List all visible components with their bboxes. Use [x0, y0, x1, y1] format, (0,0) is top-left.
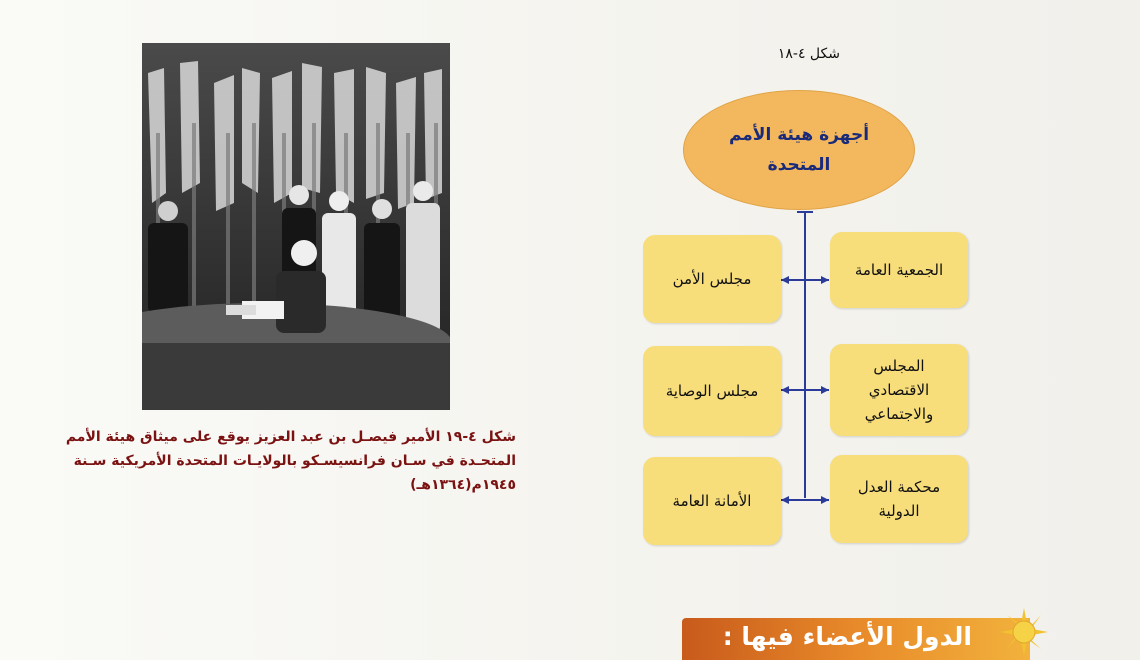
node-label: مجلس الوصاية: [665, 382, 759, 400]
node-general-assembly: [830, 232, 968, 308]
node-label: الاقتصادي: [868, 381, 930, 399]
node-label: والاجتماعي: [864, 405, 934, 423]
node-label: الدولية: [878, 502, 920, 520]
root-node-label: أجهزة هيئة الأمم: [728, 125, 870, 145]
arrow-left-icon: [781, 276, 789, 284]
sun-burst-icon: [1000, 608, 1048, 656]
arrow-right-icon: [821, 386, 829, 394]
section-heading-bar: [682, 618, 1030, 660]
un-organs-root-node: [683, 90, 915, 210]
root-node-label: المتحدة: [767, 155, 831, 175]
arrow-right-icon: [821, 496, 829, 504]
arrow-right-icon: [821, 276, 829, 284]
photo-caption-line: المتحـدة في سـان فرانسيسـكو بالولايـات المتحدة الأمريكية سـنة: [73, 453, 516, 469]
arrow-left-icon: [781, 386, 789, 394]
section-heading: الدول الأعضاء فيها :: [722, 622, 972, 651]
node-secretariat: [643, 457, 781, 545]
node-label: محكمة العدل: [857, 478, 941, 496]
node-label: الجمعية العامة: [854, 261, 944, 279]
node-economic-social-council: [830, 344, 968, 436]
node-trusteeship-council: [643, 346, 781, 436]
node-security-council: [643, 235, 781, 323]
arrow-left-icon: [781, 496, 789, 504]
photo-caption-line: شكل ٤-١٩ الأمير فيصـل بن عبد العزيز يوقع على ميثاق هيئة الأمم: [65, 429, 516, 445]
node-label: الأمانة العامة: [672, 492, 752, 510]
figure-label: شكل ٤-١٨: [777, 46, 840, 62]
node-international-court: [830, 455, 968, 543]
photo-caption-line: ١٩٤٥م(١٣٦٤هـ): [410, 477, 516, 493]
node-label: المجلس: [873, 357, 925, 375]
node-label: مجلس الأمن: [672, 270, 752, 288]
